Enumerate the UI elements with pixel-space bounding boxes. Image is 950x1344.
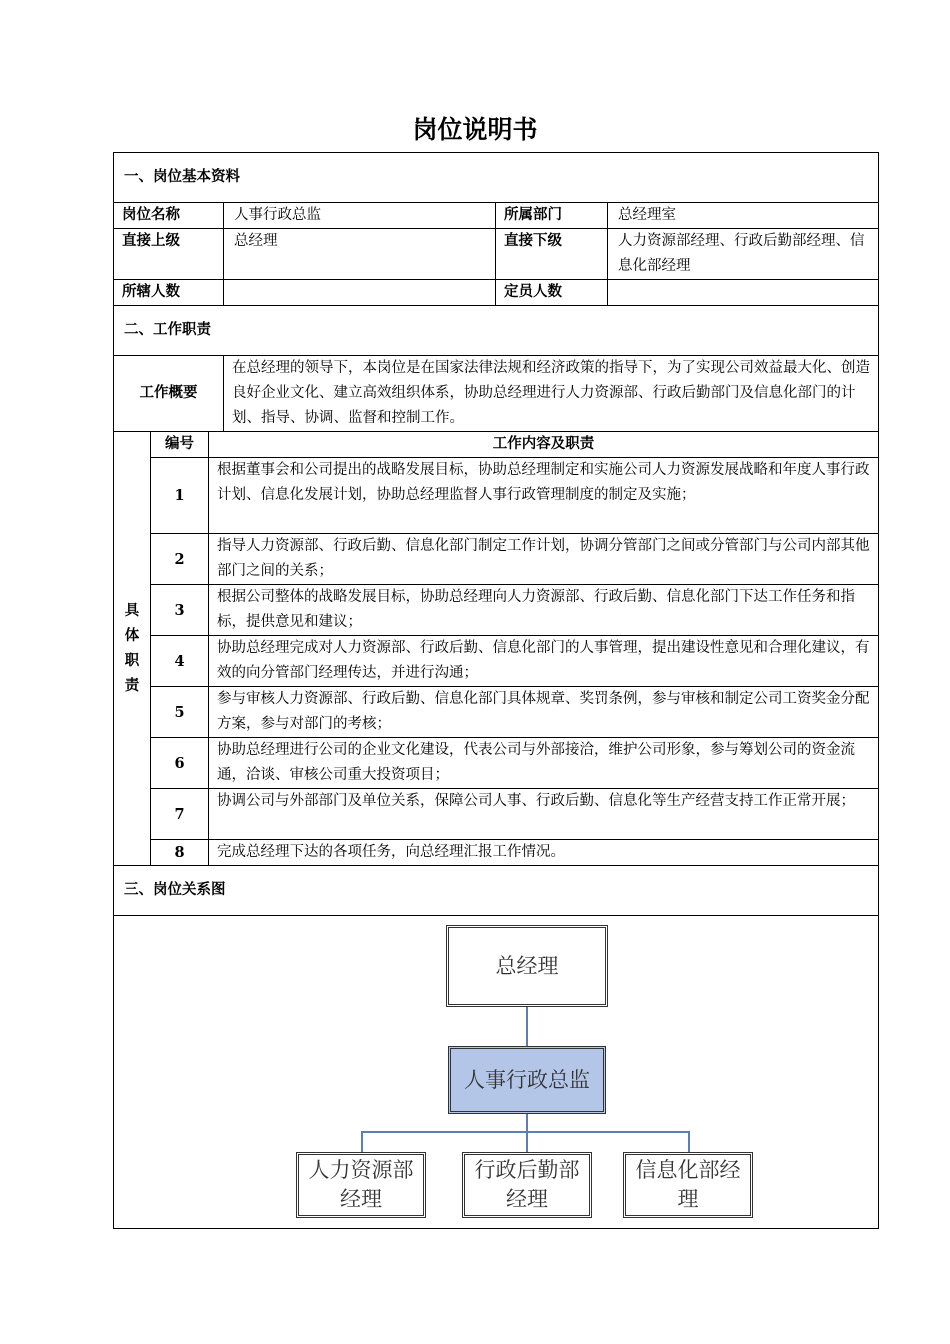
section-basic-heading: 一、岗位基本资料 (114, 153, 879, 203)
org-box-it-manager: 信息化部经理 (623, 1152, 753, 1218)
document-title: 岗位说明书 (412, 115, 538, 144)
org-box-hr-admin-director: 人事行政总监 (448, 1046, 606, 1114)
duty-text: 协助总经理完成对人力资源部、行政后勤、信息化部门的人事管理，提出建设性意见和合理化建议，有效的向分管部门经理传达，并进行沟通； (209, 636, 879, 687)
section-relation-heading: 三、岗位关系图 (114, 866, 879, 916)
org-box-hr-manager: 人力资源部经理 (296, 1152, 426, 1218)
duty-number: 7 (151, 789, 209, 840)
department-label: 所属部门 (496, 203, 608, 229)
org-chart (114, 916, 878, 1228)
direct-superior-value: 总经理 (224, 229, 496, 280)
connector-line (688, 1131, 690, 1153)
connector-line (526, 1112, 528, 1132)
org-box-admin-logistics-manager: 行政后勤部经理 (462, 1152, 592, 1218)
connector-line (361, 1131, 363, 1153)
direct-superior-label: 直接上级 (114, 229, 224, 280)
content-header: 工作内容及职责 (209, 432, 879, 458)
duty-text: 参与审核人力资源部、行政后勤、信息化部门具体规章、奖罚条例，参与审核和制定公司工资奖金分配方案，参与对部门的考核； (209, 687, 879, 738)
org-box-general-manager: 总经理 (446, 925, 608, 1007)
quota-headcount-label: 定员人数 (496, 280, 608, 306)
connector-line (361, 1131, 689, 1133)
position-name-label: 岗位名称 (114, 203, 224, 229)
job-description-table (113, 152, 879, 1229)
position-name-value: 人事行政总监 (224, 203, 496, 229)
duty-text: 根据公司整体的战略发展目标，协助总经理向人力资源部、行政后勤、信息化部门下达工作任务和指标，提供意见和建议； (209, 585, 879, 636)
direct-subordinate-value: 人力资源部经理、行政后勤部经理、信息化部经理 (608, 229, 879, 280)
managed-headcount-value (224, 280, 496, 306)
duty-text: 协助总经理进行公司的企业文化建设，代表公司与外部接洽，维护公司形象，参与筹划公司的资金流通，洽谈、审核公司重大投资项目； (209, 738, 879, 789)
duty-text: 根据董事会和公司提出的战略发展目标，协助总经理制定和实施公司人力资源发展战略和年度人事行政计划、信息化发展计划，协助总经理监督人事行政管理制度的制定及实施； (209, 458, 879, 534)
work-overview-text: 在总经理的领导下，本岗位是在国家法律法规和经济政策的指导下，为了实现公司效益最大化、创造良好企业文化、建立高效组织体系，协助总经理进行人力资源部、行政后勤部门及信息化部门的计划、指导、协调、监督和控制工作。 (224, 356, 879, 432)
direct-subordinate-label: 直接下级 (496, 229, 608, 280)
work-overview-label: 工作概要 (114, 356, 224, 432)
duty-number: 8 (151, 840, 209, 866)
quota-headcount-value (608, 280, 879, 306)
managed-headcount-label: 所辖人数 (114, 280, 224, 306)
connector-line (526, 1131, 528, 1153)
duty-number: 4 (151, 636, 209, 687)
department-value: 总经理室 (608, 203, 879, 229)
org-chart-cell (114, 916, 879, 1229)
number-header: 编号 (151, 432, 209, 458)
duty-text: 协调公司与外部部门及单位关系，保障公司人事、行政后勤、信息化等生产经营支持工作正常开展； (209, 789, 879, 840)
duty-number: 1 (151, 458, 209, 534)
specific-duties-label: 具体职责 (114, 432, 151, 866)
duty-text: 指导人力资源部、行政后勤、信息化部门制定工作计划，协调分管部门之间或分管部门与公司内部其他部门之间的关系； (209, 534, 879, 585)
duty-number: 6 (151, 738, 209, 789)
duty-text: 完成总经理下达的各项任务，向总经理汇报工作情况。 (209, 840, 879, 866)
section-duties-heading: 二、工作职责 (114, 306, 879, 356)
connector-line (526, 1006, 528, 1048)
duty-number: 2 (151, 534, 209, 585)
duty-number: 3 (151, 585, 209, 636)
duty-number: 5 (151, 687, 209, 738)
